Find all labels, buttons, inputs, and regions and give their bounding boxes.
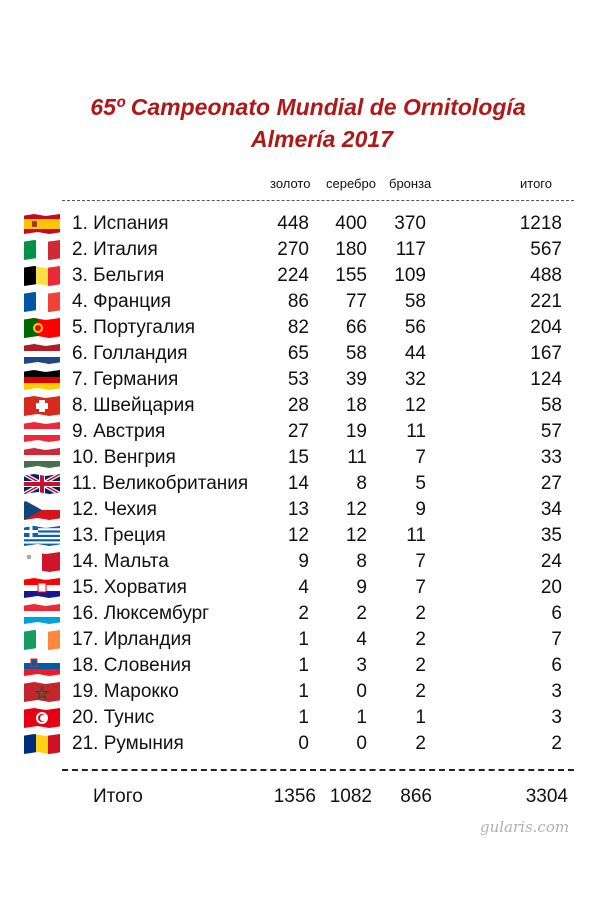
silver-count: 400 — [335, 213, 367, 234]
totals-divider — [62, 769, 574, 771]
total-count: 2 — [551, 733, 562, 754]
gold-count: 1 — [298, 629, 309, 650]
country-name: 7. Германия — [72, 369, 179, 390]
silver-count: 1 — [356, 707, 367, 728]
table-row — [0, 549, 600, 575]
table-row — [0, 497, 600, 523]
silver-count: 155 — [335, 265, 367, 286]
header-divider — [62, 200, 574, 201]
silver-count: 4 — [356, 629, 367, 650]
bronze-count: 12 — [404, 395, 426, 416]
bronze-count: 2 — [415, 655, 426, 676]
gold-count: 86 — [287, 291, 309, 312]
country-name: 15. Хорватия — [72, 577, 187, 598]
header-bronze: бронза — [389, 176, 432, 191]
silver-count: 58 — [345, 343, 367, 364]
silver-count: 180 — [335, 239, 367, 260]
gold-count: 270 — [277, 239, 309, 260]
silver-count: 8 — [356, 551, 367, 572]
totals-total: 3304 — [525, 786, 568, 807]
watermark: gularis.com — [480, 818, 570, 836]
table-row — [0, 367, 600, 393]
total-count: 34 — [540, 499, 562, 520]
gold-count: 9 — [298, 551, 309, 572]
table-row — [0, 237, 600, 263]
country-name: 18. Словения — [72, 655, 192, 676]
total-count: 488 — [530, 265, 562, 286]
flag-uk-icon — [24, 474, 60, 494]
total-count: 204 — [530, 317, 562, 338]
totals-bronze: 866 — [400, 786, 432, 807]
gold-count: 1 — [298, 655, 309, 676]
total-count: 567 — [530, 239, 562, 260]
gold-count: 0 — [298, 733, 309, 754]
silver-count: 9 — [356, 577, 367, 598]
bronze-count: 109 — [394, 265, 426, 286]
flag-switzerland-icon — [24, 396, 60, 416]
table-row — [0, 211, 600, 237]
silver-count: 2 — [356, 603, 367, 624]
country-name: 14. Мальта — [72, 551, 169, 572]
bronze-count: 9 — [415, 499, 426, 520]
country-name: 19. Марокко — [72, 681, 179, 702]
bronze-count: 1 — [415, 707, 426, 728]
flag-ireland-icon — [24, 630, 60, 650]
total-count: 7 — [551, 629, 562, 650]
silver-count: 3 — [356, 655, 367, 676]
header-total: итого — [520, 176, 552, 191]
table-row — [0, 263, 600, 289]
flag-belgium-icon — [24, 266, 60, 286]
total-count: 35 — [540, 525, 562, 546]
total-count: 3 — [551, 681, 562, 702]
flag-luxembourg-icon — [24, 604, 60, 624]
flag-portugal-icon — [24, 318, 60, 338]
total-count: 27 — [540, 473, 562, 494]
totals-silver: 1082 — [329, 786, 372, 807]
table-row — [0, 653, 600, 679]
table-row — [0, 679, 600, 705]
table-row — [0, 705, 600, 731]
totals-gold: 1356 — [273, 786, 316, 807]
flag-france-icon — [24, 292, 60, 312]
country-name: 2. Италия — [72, 239, 158, 260]
silver-count: 0 — [356, 733, 367, 754]
total-count: 167 — [530, 343, 562, 364]
table-row — [0, 393, 600, 419]
country-name: 4. Франция — [72, 291, 171, 312]
table-row — [0, 731, 600, 757]
bronze-count: 2 — [415, 629, 426, 650]
table-row — [0, 575, 600, 601]
header-silver: серебро — [326, 176, 376, 191]
gold-count: 1 — [298, 681, 309, 702]
silver-count: 18 — [345, 395, 367, 416]
flag-greece-icon — [24, 526, 60, 546]
gold-count: 28 — [287, 395, 309, 416]
country-name: 20. Тунис — [72, 707, 155, 728]
flag-romania-icon — [24, 734, 60, 754]
flag-italy-icon — [24, 240, 60, 260]
title-line-1: 65º Campeonato Mundial de Ornitología — [90, 94, 526, 120]
flag-czechia-icon — [24, 500, 60, 520]
bronze-count: 58 — [404, 291, 426, 312]
totals-label: Итого — [93, 786, 143, 807]
table-row — [0, 627, 600, 653]
silver-count: 66 — [345, 317, 367, 338]
bronze-count: 2 — [415, 681, 426, 702]
gold-count: 14 — [287, 473, 309, 494]
table-row — [0, 315, 600, 341]
gold-count: 15 — [287, 447, 309, 468]
table-row — [0, 601, 600, 627]
gold-count: 224 — [277, 265, 309, 286]
bronze-count: 117 — [395, 239, 426, 260]
flag-germany-icon — [24, 370, 60, 390]
flag-austria-icon — [24, 422, 60, 442]
gold-count: 27 — [287, 421, 309, 442]
table-row — [0, 471, 600, 497]
bronze-count: 7 — [415, 551, 426, 572]
bronze-count: 2 — [415, 733, 426, 754]
total-count: 57 — [540, 421, 562, 442]
total-count: 6 — [551, 603, 562, 624]
silver-count: 0 — [356, 681, 367, 702]
total-count: 221 — [530, 291, 562, 312]
flag-malta-icon — [24, 552, 60, 572]
gold-count: 13 — [287, 499, 309, 520]
bronze-count: 44 — [404, 343, 426, 364]
silver-count: 8 — [356, 473, 367, 494]
bronze-count: 32 — [404, 369, 426, 390]
header-gold: золото — [270, 176, 311, 191]
bronze-count: 7 — [415, 447, 426, 468]
table-row — [0, 445, 600, 471]
silver-count: 12 — [345, 525, 367, 546]
total-count: 3 — [551, 707, 562, 728]
bronze-count: 56 — [404, 317, 426, 338]
country-name: 10. Венгрия — [72, 447, 176, 468]
country-name: 11. Великобритания — [72, 473, 249, 494]
silver-count: 12 — [345, 499, 367, 520]
country-name: 16. Люксембург — [72, 603, 210, 624]
gold-count: 4 — [298, 577, 309, 598]
total-count: 6 — [551, 655, 562, 676]
flag-spain-icon — [24, 214, 60, 234]
total-count: 58 — [540, 395, 562, 416]
bronze-count: 11 — [406, 525, 426, 546]
gold-count: 1 — [298, 707, 309, 728]
total-count: 24 — [540, 551, 562, 572]
country-name: 13. Греция — [72, 525, 166, 546]
silver-count: 77 — [345, 291, 367, 312]
country-name: 8. Швейцария — [72, 395, 195, 416]
table-row — [0, 523, 600, 549]
flag-croatia-icon — [24, 578, 60, 598]
country-name: 21. Румыния — [72, 733, 184, 754]
flag-hungary-icon — [24, 448, 60, 468]
country-name: 1. Испания — [72, 213, 169, 234]
gold-count: 12 — [287, 525, 309, 546]
gold-count: 65 — [287, 343, 309, 364]
flag-tunisia-icon — [24, 708, 60, 728]
bronze-count: 370 — [394, 213, 426, 234]
bronze-count: 7 — [415, 577, 426, 598]
country-name: 12. Чехия — [72, 499, 157, 520]
table-row — [0, 289, 600, 315]
totals-row — [0, 784, 600, 810]
country-name: 6. Голландия — [72, 343, 188, 364]
gold-count: 2 — [298, 603, 309, 624]
bronze-count: 2 — [415, 603, 426, 624]
country-name: 3. Бельгия — [72, 265, 165, 286]
flag-morocco-icon — [24, 682, 60, 702]
silver-count: 11 — [347, 447, 367, 468]
total-count: 1218 — [519, 213, 562, 234]
gold-count: 82 — [287, 317, 309, 338]
country-name: 5. Португалия — [72, 317, 195, 338]
gold-count: 448 — [277, 213, 309, 234]
country-name: 17. Ирландия — [72, 629, 192, 650]
table-row — [0, 341, 600, 367]
flag-netherlands-icon — [24, 344, 60, 364]
silver-count: 19 — [345, 421, 367, 442]
gold-count: 53 — [287, 369, 309, 390]
bronze-count: 5 — [415, 473, 426, 494]
total-count: 20 — [540, 577, 562, 598]
table-row — [0, 419, 600, 445]
flag-slovenia-icon — [24, 656, 60, 676]
country-name: 9. Австрия — [72, 421, 166, 442]
total-count: 124 — [530, 369, 562, 390]
bronze-count: 11 — [406, 421, 426, 442]
title-line-2: Almería 2017 — [251, 126, 393, 152]
silver-count: 39 — [345, 369, 367, 390]
total-count: 33 — [540, 447, 562, 468]
